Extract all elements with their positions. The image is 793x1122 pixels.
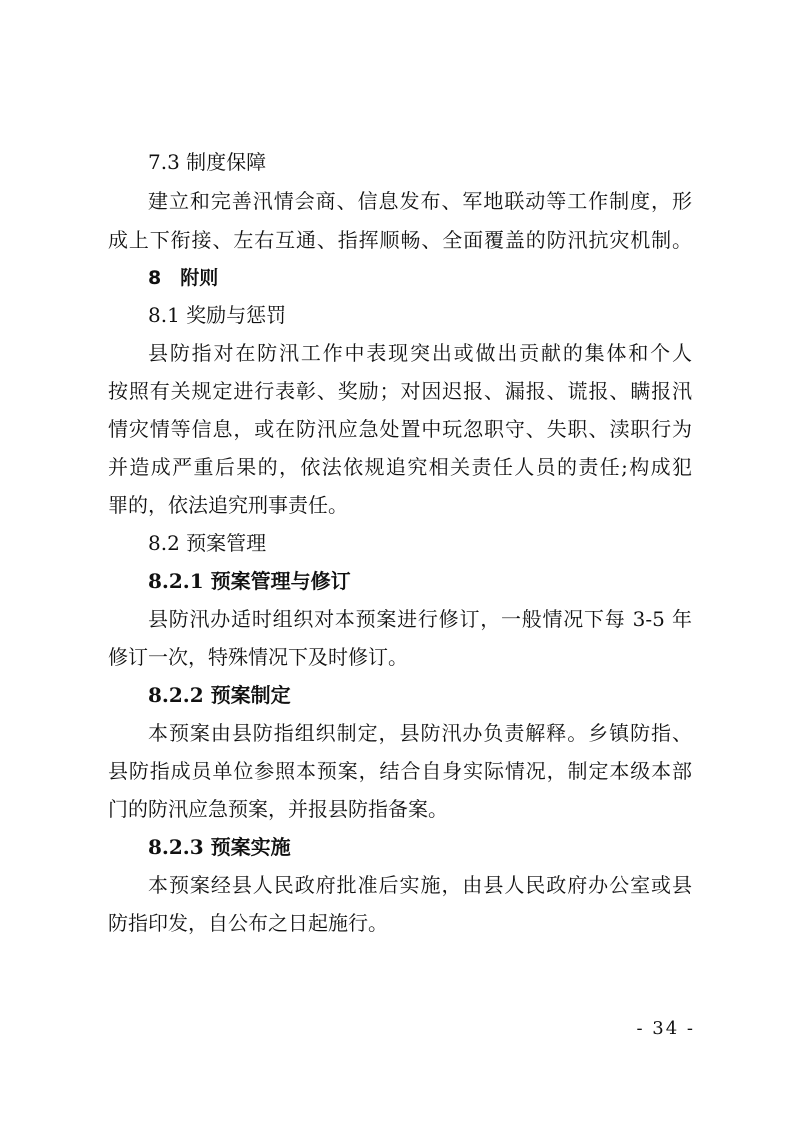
section-8-2-2-heading: 8.2.2 预案制定: [148, 683, 291, 707]
paragraph-line: 本预案由县防指组织制定，县防汛办负责解释。乡镇防指、: [148, 721, 692, 745]
paragraph-line: 门的防汛应急预案，并报县防指备案。: [108, 797, 448, 821]
paragraph-line: 本预案经县人民政府批准后实施，由县人民政府办公室或县: [148, 873, 692, 897]
section-8-2-3-heading: 8.2.3 预案实施: [148, 835, 291, 859]
paragraph-line: 县防指对在防汛工作中表现突出或做出贡献的集体和个人: [148, 341, 692, 365]
section-7-3-heading: 7.3 制度保障: [148, 150, 267, 174]
section-8-1-heading: 8.1 奖励与惩罚: [148, 303, 287, 327]
paragraph-line: 情灾情等信息，或在防汛应急处置中玩忽职守、失职、渎职行为: [108, 417, 692, 441]
section-8-2-heading: 8.2 预案管理: [148, 531, 267, 555]
paragraph-line: 县防汛办适时组织对本预案进行修订，一般情况下每 3-5 年: [148, 607, 692, 631]
section-8-2-1-heading: 8.2.1 预案管理与修订: [148, 569, 351, 593]
paragraph-line: 罪的，依法追究刑事责任。: [108, 493, 348, 517]
paragraph-line: 并造成严重后果的，依法依规追究相关责任人员的责任;构成犯: [108, 455, 692, 479]
paragraph-line: 修订一次，特殊情况下及时修订。: [108, 645, 408, 669]
page-number: - 34 -: [636, 1018, 695, 1039]
paragraph-line: 按照有关规定进行表彰、奖励；对因迟报、漏报、谎报、瞒报汛: [108, 379, 692, 403]
paragraph-line: 建立和完善汛情会商、信息发布、军地联动等工作制度，形: [148, 189, 692, 213]
section-8-heading: 8 附则: [148, 267, 219, 289]
paragraph-line: 防指印发，自公布之日起施行。: [108, 911, 388, 935]
paragraph-line: 成上下衔接、左右互通、指挥顺畅、全面覆盖的防汛抗灾机制。: [108, 228, 692, 252]
paragraph-line: 县防指成员单位参照本预案，结合自身实际情况，制定本级本部: [108, 759, 692, 783]
